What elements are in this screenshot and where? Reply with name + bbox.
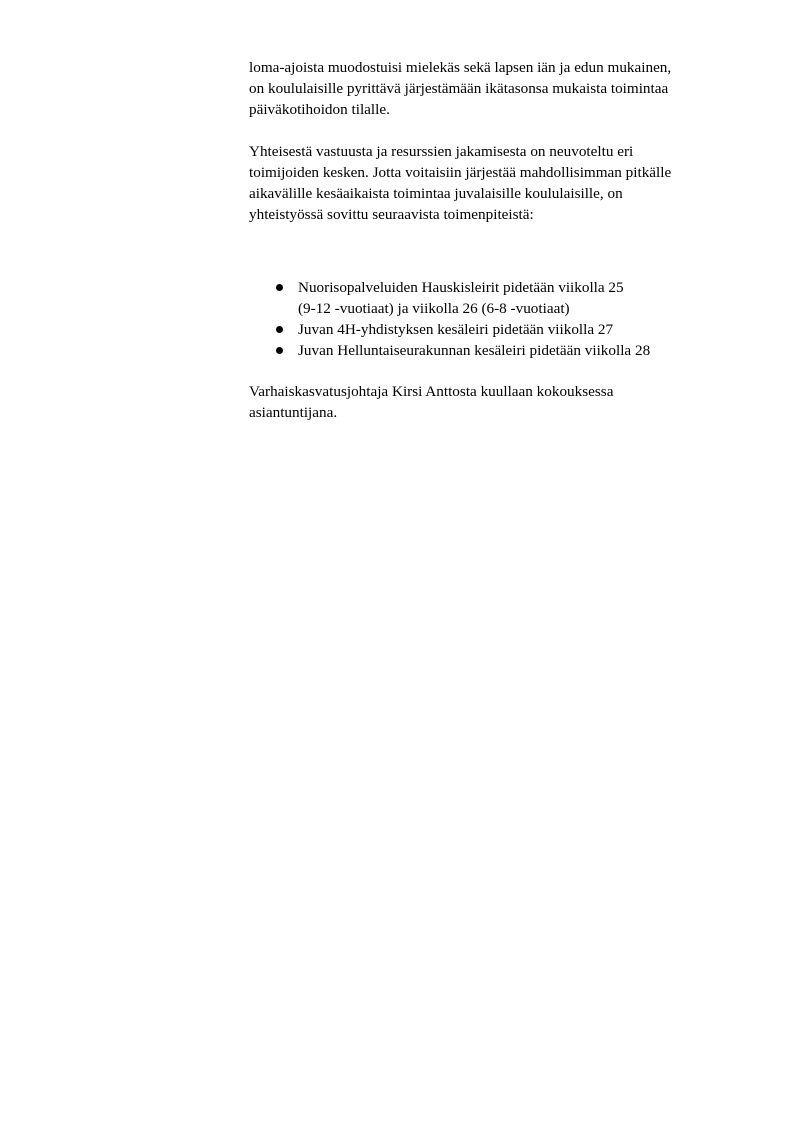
list-item-line: Nuorisopalveluiden Hauskisleirit pidetään viikolla 25 bbox=[298, 279, 624, 296]
list-item-line: Juvan 4H-yhdistyksen kesäleiri pidetään viikolla 27 bbox=[298, 321, 614, 338]
list-item-line: (9-12 -vuotiaat) ja viikolla 26 (6-8 -vuotiaat) bbox=[298, 300, 570, 317]
paragraph-2-line: toimijoiden kesken. Jotta voitaisiin järjestää mahdollisimman pitkälle bbox=[249, 164, 672, 181]
paragraph-2-line: Yhteisestä vastuusta ja resurssien jakamisesta on neuvoteltu eri bbox=[249, 143, 634, 160]
bullet-icon bbox=[276, 347, 283, 354]
bullet-list bbox=[249, 277, 749, 361]
paragraph-1-line: päiväkotihoidon tilalle. bbox=[249, 101, 390, 118]
paragraph-2-line: aikavälille kesäaikaista toimintaa juvalaisille koululaisille, on bbox=[249, 185, 623, 202]
paragraph-2 bbox=[249, 141, 739, 225]
list-item-line: Juvan Helluntaiseurakunnan kesäleiri pidetään viikolla 28 bbox=[298, 342, 651, 359]
list-item bbox=[249, 319, 749, 340]
paragraph-1 bbox=[249, 57, 739, 120]
list-item bbox=[249, 340, 749, 361]
paragraph-2-line: yhteistyössä sovittu seuraavista toimenpiteistä: bbox=[249, 206, 534, 223]
paragraph-3 bbox=[249, 381, 739, 423]
bullet-icon bbox=[276, 284, 283, 291]
paragraph-3-line: asiantuntijana. bbox=[249, 404, 338, 421]
paragraph-1-line: loma-ajoista muodostuisi mielekäs sekä lapsen iän ja edun mukainen, bbox=[249, 59, 672, 76]
paragraph-1-line: on koululaisille pyrittävä järjestämään ikätasonsa mukaista toimintaa bbox=[249, 80, 669, 97]
bullet-icon bbox=[276, 326, 283, 333]
list-item bbox=[249, 277, 749, 319]
paragraph-3-line: Varhaiskasvatusjohtaja Kirsi Anttosta kuullaan kokouksessa bbox=[249, 383, 614, 400]
